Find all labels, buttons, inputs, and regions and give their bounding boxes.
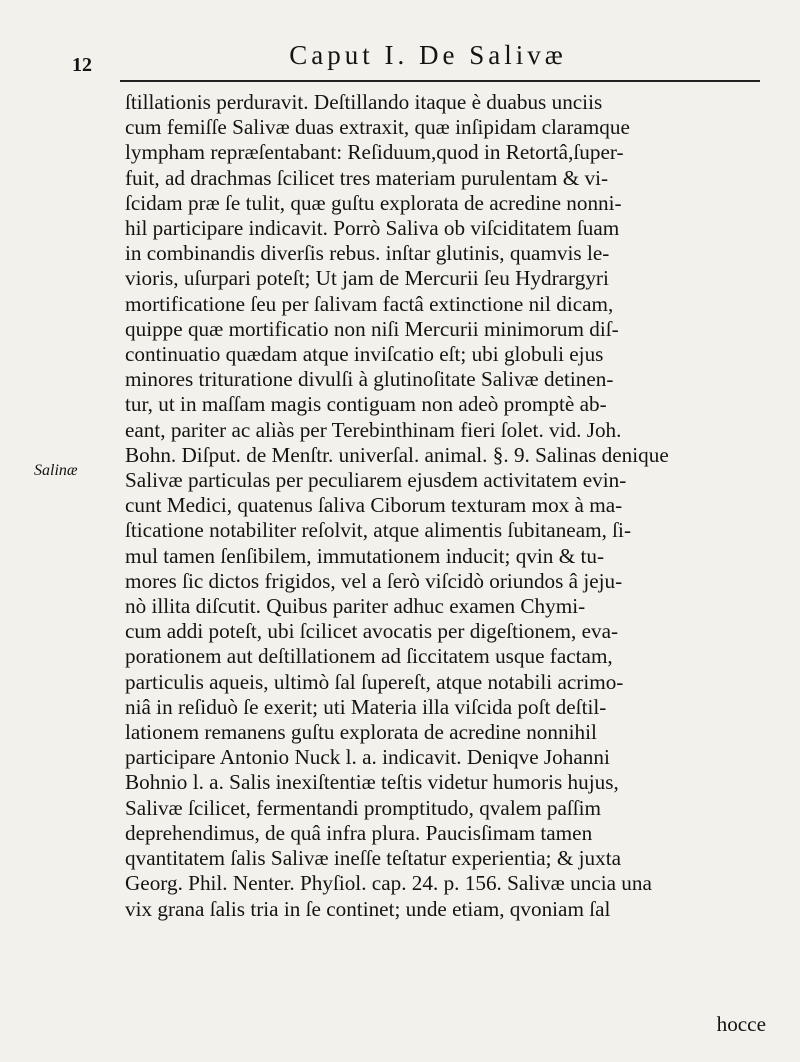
text-line: ſcidam præ ſe tulit, quæ guſtu explorata de acredine nonni- xyxy=(125,190,622,215)
text-line: in combinandis diverſis rebus. inſtar glutinis, quamvis le- xyxy=(125,241,610,266)
text-line: vioris, uſurpari poteſt; Ut jam de Mercurii ſeu Hydrargyri xyxy=(125,266,609,291)
text-line: particulis aqueis, ultimò ſal ſupereſt, atque notabili acrimo- xyxy=(125,669,624,694)
body-text xyxy=(125,90,770,922)
text-line: mores ſic dictos frigidos, vel a ſerò viſcidò oriundos â jeju- xyxy=(125,568,623,593)
text-line: lympham repræſentabant: Reſiduum,quod in Retortâ,ſuper- xyxy=(125,140,624,165)
running-title: Caput I. De Salivæ xyxy=(289,40,567,70)
catchword: hocce xyxy=(716,1012,766,1036)
text-line: Salivæ particulas per peculiarem ejusdem activitatem evin- xyxy=(125,468,627,493)
margin-note: Salinæ xyxy=(34,462,78,479)
text-line: continuatio quædam atque inviſcatio eſt; ubi globuli ejus xyxy=(125,342,604,367)
text-line: quippe quæ mortificatio non niſi Mercurii minimorum diſ- xyxy=(125,316,619,341)
text-line: mul tamen ſenſibilem, immutationem inducit; qvin & tu- xyxy=(125,543,605,568)
text-line: nò illita diſcutit. Quibus pariter adhuc examen Chymi- xyxy=(125,594,586,619)
text-line: tur, ut in maſſam magis contiguam non adeò promptè ab- xyxy=(125,392,607,417)
text-line: qvantitatem ſalis Salivæ ineſſe teſtatur experientia; & juxta xyxy=(125,846,622,871)
text-line: Bohnio l. a. Salis inexiſtentiæ teſtis videtur humoris hujus, xyxy=(125,770,619,795)
page-number: 12 xyxy=(72,54,92,76)
text-line: deprehendimus, de quâ infra plura. Paucisſimam tamen xyxy=(125,820,593,845)
text-line: ſticatione notabiliter reſolvit, atque alimentis ſubitaneam, ſi- xyxy=(125,518,631,543)
text-line: minores trituratione divulſi à glutinoſitate Salivæ detinen- xyxy=(125,367,614,392)
text-line: cunt Medici, quatenus ſaliva Ciborum texturam mox à ma- xyxy=(125,493,623,518)
text-line: Georg. Phil. Nenter. Phyſiol. cap. 24. p. 156. Salivæ uncia una xyxy=(125,871,652,896)
text-line: Bohn. Diſput. de Menſtr. univerſal. animal. §. 9. Salinas denique xyxy=(125,442,669,467)
header-rule xyxy=(120,80,760,82)
text-line: Salivæ ſcilicet, fermentandi promptitudo, qvalem paſſim xyxy=(125,795,602,820)
text-line: eant, pariter ac aliàs per Terebinthinam fieri ſolet. vid. Joh. xyxy=(125,417,622,442)
text-line: porationem aut deſtillationem ad ſiccitatem usque factam, xyxy=(125,644,613,669)
text-line: vix grana ſalis tria in ſe continet; unde etiam, qvoniam ſal xyxy=(125,896,611,921)
text-line: cum femiſſe Salivæ duas extraxit, quæ inſipidam claramque xyxy=(125,115,630,140)
text-line: niâ in reſiduò ſe exerit; uti Materia illa viſcida poſt deſtil- xyxy=(125,694,607,719)
text-line: lationem remanens guſtu explorata de acredine nonnihil xyxy=(125,720,597,745)
text-line: mortificatione ſeu per ſalivam factâ extinctione nil dicam, xyxy=(125,291,614,316)
text-line: hil participare indicavit. Porrò Saliva ob viſciditatem ſuam xyxy=(125,216,620,241)
text-line: participare Antonio Nuck l. a. indicavit. Deniqve Johanni xyxy=(125,745,610,770)
text-line: ſtillationis perduravit. Deſtillando itaque è duabus unciis xyxy=(125,90,603,114)
text-line: cum addi poteſt, ubi ſcilicet avocatis per digeſtionem, eva- xyxy=(125,619,619,644)
text-line: fuit, ad drachmas ſcilicet tres materiam purulentam & vi- xyxy=(125,165,609,190)
